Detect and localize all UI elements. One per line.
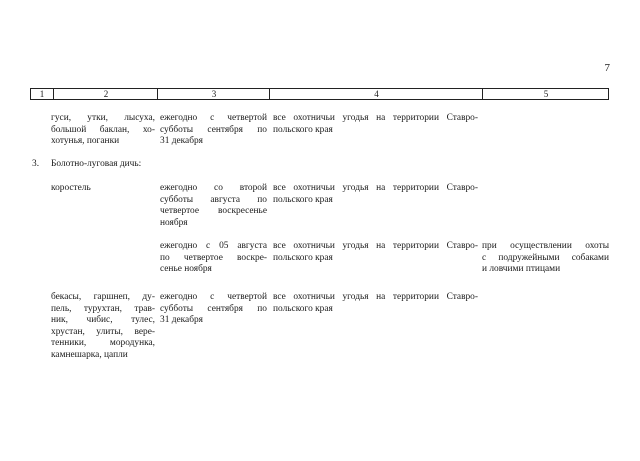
species-line: гуси, утки, лысуха, [51,113,155,123]
territory-cell [273,183,478,206]
note-line: и ловчими птицами [482,264,561,275]
period-line: по четвертое воскре- [160,252,267,263]
territory-line: польского края [273,124,333,135]
territory-line: польского края [273,194,333,205]
note-cell [482,241,609,276]
period-line: 31 декабря [160,315,203,326]
page-number: 7 [604,62,610,74]
species-line: хрустан, улиты, вере- [51,326,155,337]
species-line: камнешарка, цапли [51,349,128,360]
species-line: коростель [51,183,91,193]
period-line: ежегодно с четвертой [160,113,267,123]
period-line: ежегодно со второй [160,183,267,193]
section-title: Болотно-луговая дичь: [51,159,142,169]
territory-line: польского края [273,303,333,314]
territory-cell [273,113,478,136]
period-line: субботы сентября по [160,303,267,314]
period-line: субботы августа по [160,194,267,205]
territory-line: все охотничьи угодья на территории Ставро- [273,183,478,193]
species-cell [51,292,155,362]
territory-line: все охотничьи угодья на территории Ставро- [273,113,478,123]
column-number-4: 4 [269,89,483,99]
species-line: тенники, мородунка, [51,338,155,349]
period-cell [160,241,267,276]
period-line: ежегодно с 05 августа [160,241,267,251]
territory-cell [273,292,478,315]
period-line: сенье ноября [160,264,212,275]
period-cell [160,292,267,327]
period-line: четвертое воскресенье [160,206,267,217]
species-line: ник, чибис, тулес, [51,315,155,326]
species-line: хотунья, поганки [51,136,120,147]
note-line: с подружейными собаками [482,252,609,263]
species-line: пель, турухтан, трав- [51,303,155,314]
column-number-5: 5 [482,89,609,99]
period-line: ноября [160,217,188,228]
column-number-1: 1 [39,89,45,99]
period-line: 31 декабря [160,136,203,147]
note-line: при осуществлении охоты [482,241,609,251]
species-line: бекасы, гаршнеп, ду- [51,292,155,302]
species-cell [51,113,155,148]
section-number: 3. [32,159,40,169]
period-line: субботы сентября по [160,124,267,135]
territory-cell [273,241,478,264]
territory-line: все охотничьи угодья на территории Ставро- [273,241,478,251]
species-cell [51,183,155,195]
period-cell [160,113,267,148]
species-line: большой баклан, хо- [51,124,155,135]
territory-line: польского края [273,252,333,263]
column-number-3: 3 [157,89,270,99]
column-number-2: 2 [53,89,158,99]
column-number-header [30,88,609,100]
territory-line: все охотничьи угодья на территории Ставро- [273,292,478,302]
period-cell [160,183,267,229]
period-line: ежегодно с четвертой [160,292,267,302]
